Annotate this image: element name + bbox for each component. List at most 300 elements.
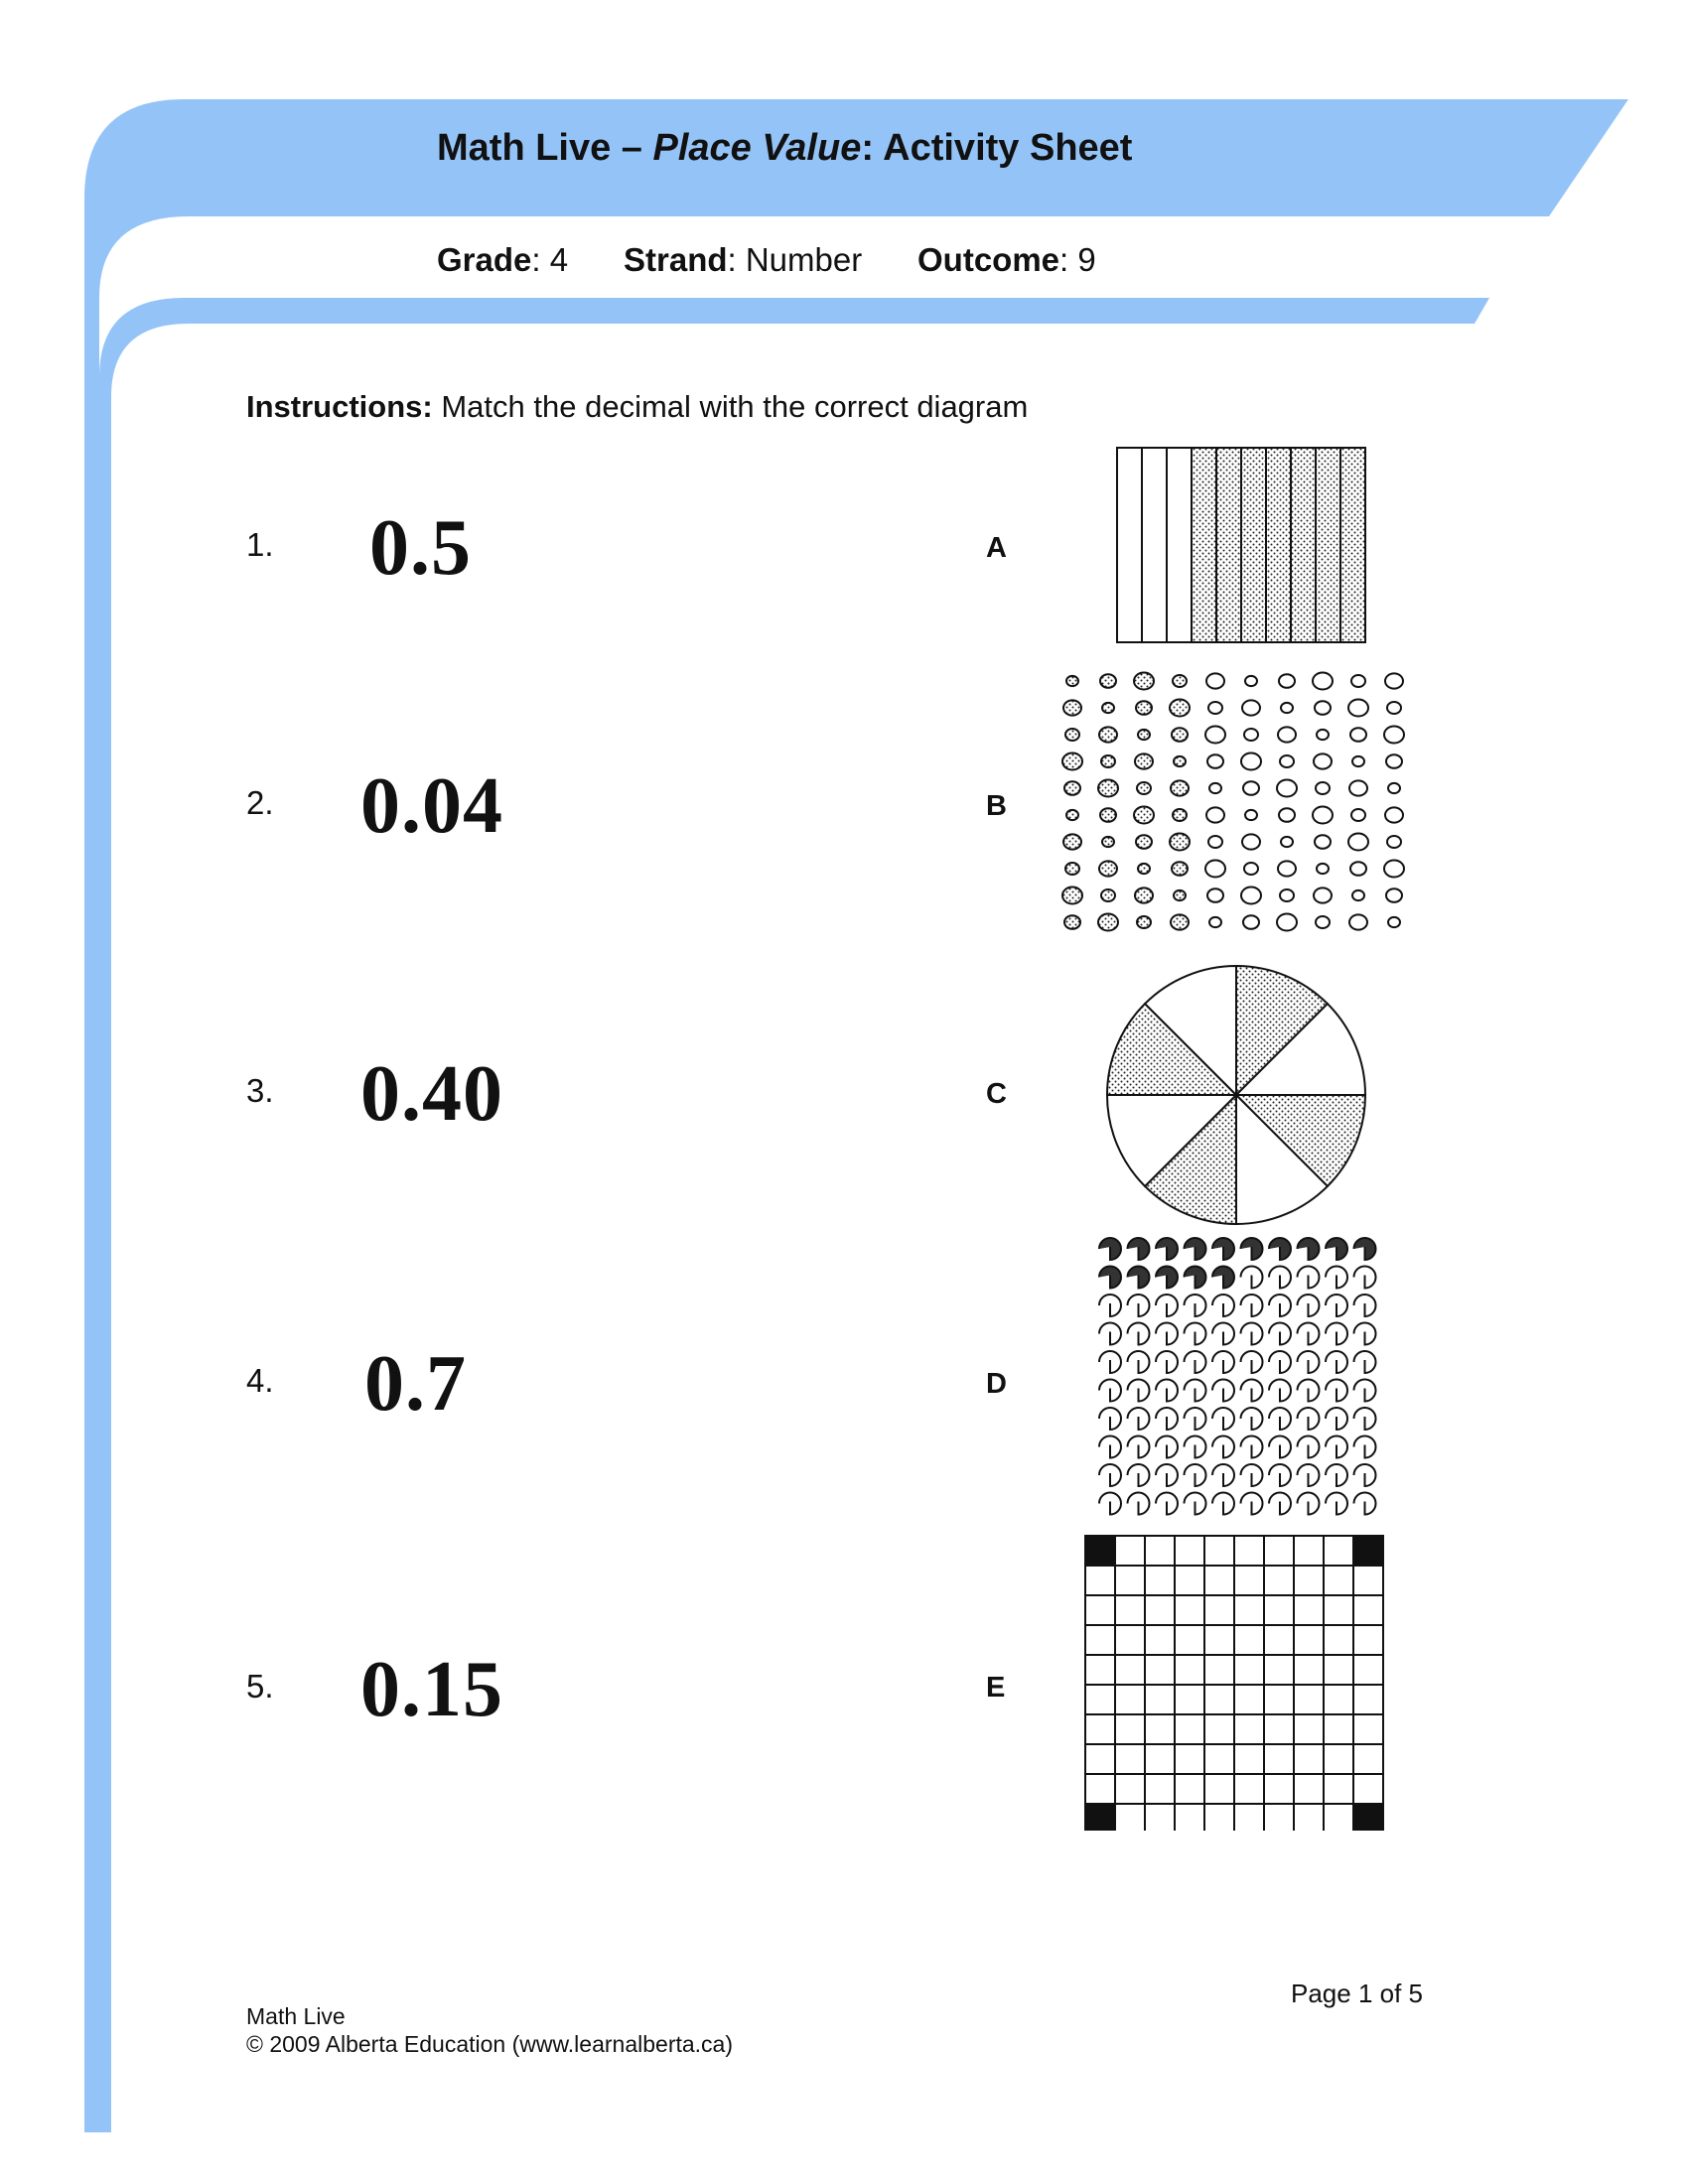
strand-label: Strand (624, 241, 728, 278)
circle-51 (1245, 676, 1257, 686)
swirl-20 (1354, 1267, 1376, 1289)
circle-64 (1280, 755, 1294, 767)
swirl-67 (1269, 1408, 1291, 1430)
grid-cell-57 (1264, 1685, 1294, 1714)
decimal-3: 0.40 (360, 1050, 503, 1138)
circle-50 (1209, 917, 1221, 927)
grid-cell-33 (1145, 1625, 1175, 1655)
swirl-24 (1185, 1295, 1206, 1316)
grid-cell-63 (1145, 1714, 1175, 1744)
strip-9-shaded (1316, 448, 1340, 642)
diagram-a (1112, 445, 1370, 645)
swirl-14-shaded (1185, 1267, 1206, 1289)
swirl-18 (1298, 1267, 1320, 1289)
grid-cell-29 (1324, 1595, 1353, 1625)
swirl-96 (1241, 1493, 1263, 1515)
circle-21-shaded (1134, 673, 1154, 690)
grid-cell-74 (1175, 1744, 1204, 1774)
grid-cell-21 (1085, 1595, 1115, 1625)
circle-31-shaded (1173, 675, 1187, 687)
circle-88 (1350, 862, 1366, 876)
circle-78 (1317, 864, 1329, 874)
grid-cell-17 (1264, 1566, 1294, 1595)
grid-cell-82 (1115, 1774, 1145, 1804)
circle-26-shaded (1134, 807, 1154, 824)
strip-6-shaded (1241, 448, 1266, 642)
swirl-72 (1128, 1436, 1150, 1458)
grid-cell-56 (1234, 1685, 1264, 1714)
grid-cell-28 (1294, 1595, 1324, 1625)
swirl-71 (1099, 1436, 1121, 1458)
circle-68 (1278, 861, 1296, 876)
circle-42 (1208, 702, 1222, 714)
swirl-59 (1326, 1380, 1347, 1402)
page-title (437, 127, 1132, 170)
circle-98 (1384, 861, 1404, 878)
circle-6-shaded (1066, 810, 1078, 820)
grid-cell-90 (1353, 1774, 1383, 1804)
circle-17-shaded (1102, 837, 1114, 847)
swirl-65 (1212, 1408, 1234, 1430)
circle-97 (1387, 836, 1401, 848)
swirl-3-shaded (1156, 1238, 1178, 1260)
swirl-90 (1354, 1464, 1376, 1486)
circle-60 (1243, 915, 1259, 929)
swirl-66 (1241, 1408, 1263, 1430)
grid-cell-75 (1204, 1744, 1234, 1774)
swirl-10-shaded (1354, 1238, 1376, 1260)
circle-63 (1278, 727, 1296, 742)
grade-label: Grade (437, 241, 532, 278)
grid-cell-9 (1324, 1536, 1353, 1566)
swirl-44 (1185, 1351, 1206, 1373)
grid-cell-66 (1234, 1714, 1264, 1744)
swirl-79 (1326, 1436, 1347, 1458)
circle-30-shaded (1137, 916, 1151, 928)
grid-cell-60 (1353, 1685, 1383, 1714)
swirl-40 (1354, 1323, 1376, 1345)
grid-cell-40 (1353, 1625, 1383, 1655)
outcome-label: Outcome (917, 241, 1060, 278)
grid-cell-37 (1264, 1625, 1294, 1655)
strand-info (624, 241, 862, 279)
grid-cell-31 (1085, 1625, 1115, 1655)
footer-line-2: © 2009 Alberta Education (www.learnalberta.ca) (246, 2031, 733, 2057)
diagram-b (1051, 667, 1428, 945)
grid-cell-92 (1115, 1804, 1145, 1831)
circle-10-shaded (1064, 915, 1080, 929)
grid-cell-65 (1204, 1714, 1234, 1744)
grid-cell-32 (1115, 1625, 1145, 1655)
swirl-98 (1298, 1493, 1320, 1515)
circle-65 (1277, 780, 1297, 797)
circle-13-shaded (1099, 727, 1117, 742)
grid-cell-8 (1294, 1536, 1324, 1566)
grid-cell-89 (1324, 1774, 1353, 1804)
grid-cell-38 (1294, 1625, 1324, 1655)
grid-cell-58 (1294, 1685, 1324, 1714)
circle-34-shaded (1174, 756, 1186, 766)
grid-cell-86 (1234, 1774, 1264, 1804)
swirl-84 (1185, 1464, 1206, 1486)
circle-72 (1315, 701, 1331, 715)
decimal-5: 0.15 (360, 1646, 503, 1733)
circle-16-shaded (1100, 808, 1116, 822)
grid-cell-96 (1234, 1804, 1264, 1831)
grid-cell-4 (1175, 1536, 1204, 1566)
circle-83 (1350, 728, 1366, 742)
circle-67 (1281, 837, 1293, 847)
circle-71 (1313, 673, 1333, 690)
swirl-45 (1212, 1351, 1234, 1373)
swirl-93 (1156, 1493, 1178, 1515)
swirl-38 (1298, 1323, 1320, 1345)
swirl-91 (1099, 1493, 1121, 1515)
circle-77 (1315, 835, 1331, 849)
circle-85 (1349, 780, 1367, 795)
circle-99 (1386, 888, 1402, 902)
circle-90 (1349, 914, 1367, 929)
grid-cell-61 (1085, 1714, 1115, 1744)
question-number-1: 1. (246, 526, 274, 563)
swirl-73 (1156, 1436, 1178, 1458)
swirl-43 (1156, 1351, 1178, 1373)
swirl-21 (1099, 1295, 1121, 1316)
swirl-69 (1326, 1408, 1347, 1430)
circle-52 (1242, 700, 1260, 715)
swirl-51 (1099, 1380, 1121, 1402)
circle-33-shaded (1172, 728, 1188, 742)
grid-cell-49 (1324, 1655, 1353, 1685)
circle-43 (1205, 727, 1225, 744)
swirl-41 (1099, 1351, 1121, 1373)
circle-56 (1245, 810, 1257, 820)
grid-cell-16 (1234, 1566, 1264, 1595)
strand-value: : Number (727, 241, 863, 278)
title-suffix: : Activity Sheet (861, 127, 1133, 169)
decimal-4: 0.7 (364, 1340, 467, 1428)
swirl-87 (1269, 1464, 1291, 1486)
swirl-83 (1156, 1464, 1178, 1486)
swirl-8-shaded (1298, 1238, 1320, 1260)
swirl-35 (1212, 1323, 1234, 1345)
grid-cell-88 (1294, 1774, 1324, 1804)
circle-61 (1279, 674, 1295, 688)
swirl-25 (1212, 1295, 1234, 1316)
swirl-16 (1241, 1267, 1263, 1289)
swirl-49 (1326, 1351, 1347, 1373)
diagram-letter-a: A (986, 532, 1007, 564)
circle-1-shaded (1066, 676, 1078, 686)
swirl-30 (1354, 1295, 1376, 1316)
outcome-value: : 9 (1059, 241, 1096, 278)
swirl-33 (1156, 1323, 1178, 1345)
grid-cell-83 (1145, 1774, 1175, 1804)
grid-cell-85 (1204, 1774, 1234, 1804)
swirl-1-shaded (1099, 1238, 1121, 1260)
swirl-46 (1241, 1351, 1263, 1373)
circle-49 (1207, 888, 1223, 902)
circle-69 (1280, 889, 1294, 901)
strip-10-shaded (1340, 448, 1365, 642)
grid-cell-22 (1115, 1595, 1145, 1625)
grid-cell-77 (1264, 1744, 1294, 1774)
grid-cell-24 (1175, 1595, 1204, 1625)
swirl-36 (1241, 1323, 1263, 1345)
swirl-64 (1185, 1408, 1206, 1430)
swirl-70 (1354, 1408, 1376, 1430)
circle-38-shaded (1172, 862, 1188, 876)
swirl-7-shaded (1269, 1238, 1291, 1260)
swirl-29 (1326, 1295, 1347, 1316)
swirl-89 (1326, 1464, 1347, 1486)
grid-cell-54 (1175, 1685, 1204, 1714)
grid-cell-26 (1234, 1595, 1264, 1625)
question-number-4: 4. (246, 1362, 274, 1399)
page-number: Page 1 of 5 (1291, 1979, 1423, 2008)
swirl-82 (1128, 1464, 1150, 1486)
grid-cell-51 (1085, 1685, 1115, 1714)
circle-94 (1386, 754, 1402, 768)
instructions-label: Instructions: (246, 389, 433, 424)
swirl-81 (1099, 1464, 1121, 1486)
grid-cell-3 (1145, 1536, 1175, 1566)
circle-39-shaded (1174, 890, 1186, 900)
swirl-62 (1128, 1408, 1150, 1430)
swirl-31 (1099, 1323, 1121, 1345)
circle-87 (1348, 834, 1368, 851)
swirl-28 (1298, 1295, 1320, 1316)
diagram-letter-c: C (986, 1078, 1007, 1110)
swirl-86 (1241, 1464, 1263, 1486)
title-italic: Place Value (652, 127, 862, 169)
swirl-17 (1269, 1267, 1291, 1289)
grid-cell-62 (1115, 1714, 1145, 1744)
grid-cell-45 (1204, 1655, 1234, 1685)
diagram-letter-b: B (986, 790, 1007, 822)
grid-cell-84 (1175, 1774, 1204, 1804)
circle-20-shaded (1098, 914, 1118, 931)
circle-62 (1281, 703, 1293, 713)
circle-35-shaded (1171, 780, 1189, 795)
circle-25-shaded (1137, 782, 1151, 794)
circle-58 (1244, 863, 1258, 875)
grid-cell-70 (1353, 1714, 1383, 1744)
grid-cell-68 (1294, 1714, 1324, 1744)
outcome-info (917, 241, 1096, 279)
circle-32-shaded (1170, 700, 1190, 717)
grid-cell-71 (1085, 1744, 1115, 1774)
circle-79 (1314, 887, 1332, 902)
circle-91 (1385, 673, 1403, 688)
grid-cell-43 (1145, 1655, 1175, 1685)
grid-cell-87 (1264, 1774, 1294, 1804)
question-number-2: 2. (246, 784, 274, 821)
swirl-58 (1298, 1380, 1320, 1402)
grade-value: : 4 (531, 241, 569, 278)
swirl-74 (1185, 1436, 1206, 1458)
grid-cell-6 (1234, 1536, 1264, 1566)
swirl-50 (1354, 1351, 1376, 1373)
grid-cell-100-shaded (1353, 1804, 1383, 1831)
grid-cell-46 (1234, 1655, 1264, 1685)
grid-cell-15 (1204, 1566, 1234, 1595)
swirl-32 (1128, 1323, 1150, 1345)
footer-line-1: Math Live (246, 2003, 346, 2029)
circle-76 (1313, 807, 1333, 824)
swirl-12-shaded (1128, 1267, 1150, 1289)
circle-27-shaded (1136, 835, 1152, 849)
grid-cell-91-shaded (1085, 1804, 1115, 1831)
circle-15-shaded (1098, 780, 1118, 797)
grid-cell-80 (1353, 1744, 1383, 1774)
circle-81 (1351, 675, 1365, 687)
title-prefix: Math Live – (437, 127, 653, 169)
grid-cell-81 (1085, 1774, 1115, 1804)
grid-cell-50 (1353, 1655, 1383, 1685)
circle-93 (1384, 727, 1404, 744)
swirl-5-shaded (1212, 1238, 1234, 1260)
swirl-22 (1128, 1295, 1150, 1316)
swirl-39 (1326, 1323, 1347, 1345)
circle-9-shaded (1062, 887, 1082, 904)
grid-cell-41 (1085, 1655, 1115, 1685)
swirl-95 (1212, 1493, 1234, 1515)
grid-cell-95 (1204, 1804, 1234, 1831)
instructions (246, 389, 1028, 425)
circle-12-shaded (1102, 703, 1114, 713)
grid-cell-18 (1294, 1566, 1324, 1595)
swirl-78 (1298, 1436, 1320, 1458)
circle-57 (1242, 834, 1260, 849)
circle-4-shaded (1062, 753, 1082, 770)
circle-23-shaded (1138, 730, 1150, 740)
grid-cell-94 (1175, 1804, 1204, 1831)
circle-36-shaded (1173, 809, 1187, 821)
diagram-c (1102, 961, 1370, 1229)
circle-75 (1316, 782, 1330, 794)
swirl-56 (1241, 1380, 1263, 1402)
swirl-27 (1269, 1295, 1291, 1316)
swirl-4-shaded (1185, 1238, 1206, 1260)
circle-44 (1207, 754, 1223, 768)
circle-24-shaded (1135, 753, 1153, 768)
swirl-100 (1354, 1493, 1376, 1515)
grid-cell-78 (1294, 1744, 1324, 1774)
grid-cell-23 (1145, 1595, 1175, 1625)
swirl-13-shaded (1156, 1267, 1178, 1289)
swirl-92 (1128, 1493, 1150, 1515)
grid-cell-2 (1115, 1536, 1145, 1566)
grid-cell-10-shaded (1353, 1536, 1383, 1566)
strip-8-shaded (1291, 448, 1316, 642)
swirl-63 (1156, 1408, 1178, 1430)
swirl-88 (1298, 1464, 1320, 1486)
circle-89 (1352, 890, 1364, 900)
grid-cell-39 (1324, 1625, 1353, 1655)
swirl-68 (1298, 1408, 1320, 1430)
circle-70 (1277, 914, 1297, 931)
grade-info (437, 241, 568, 279)
grid-cell-99 (1324, 1804, 1353, 1831)
swirl-61 (1099, 1408, 1121, 1430)
circle-86 (1351, 809, 1365, 821)
swirl-60 (1354, 1380, 1376, 1402)
grid-cell-30 (1353, 1595, 1383, 1625)
grid-cell-27 (1264, 1595, 1294, 1625)
grid-cell-11 (1085, 1566, 1115, 1595)
diagram-letter-d: D (986, 1368, 1007, 1400)
circle-28-shaded (1138, 864, 1150, 874)
grid-cell-1-shaded (1085, 1536, 1115, 1566)
swirl-99 (1326, 1493, 1347, 1515)
circle-22-shaded (1136, 701, 1152, 715)
circle-66 (1279, 808, 1295, 822)
circle-92 (1387, 702, 1401, 714)
swirl-54 (1185, 1380, 1206, 1402)
circle-100 (1388, 917, 1400, 927)
swirl-15-shaded (1212, 1267, 1234, 1289)
circle-59 (1241, 887, 1261, 904)
question-number-5: 5. (246, 1668, 274, 1705)
grid-cell-64 (1175, 1714, 1204, 1744)
grid-cell-7 (1264, 1536, 1294, 1566)
swirl-94 (1185, 1493, 1206, 1515)
strip-1 (1117, 448, 1142, 642)
grid-cell-44 (1175, 1655, 1204, 1685)
circle-73 (1317, 730, 1329, 740)
grid-cell-76 (1234, 1744, 1264, 1774)
circle-46 (1206, 807, 1224, 822)
swirl-34 (1185, 1323, 1206, 1345)
diagram-d (1094, 1235, 1382, 1523)
circle-5-shaded (1064, 781, 1080, 795)
circle-7-shaded (1063, 834, 1081, 849)
swirl-2-shaded (1128, 1238, 1150, 1260)
grid-cell-48 (1294, 1655, 1324, 1685)
grid-cell-55 (1204, 1685, 1234, 1714)
strip-7-shaded (1266, 448, 1291, 642)
question-number-3: 3. (246, 1072, 274, 1109)
swirl-19 (1326, 1267, 1347, 1289)
swirl-85 (1212, 1464, 1234, 1486)
circle-82 (1348, 700, 1368, 717)
grid-cell-12 (1115, 1566, 1145, 1595)
circle-40-shaded (1171, 914, 1189, 929)
strip-5-shaded (1216, 448, 1241, 642)
grid-cell-59 (1324, 1685, 1353, 1714)
grid-cell-73 (1145, 1744, 1175, 1774)
swirl-6-shaded (1241, 1238, 1263, 1260)
swirl-75 (1212, 1436, 1234, 1458)
swirl-42 (1128, 1351, 1150, 1373)
swirl-53 (1156, 1380, 1178, 1402)
swirl-80 (1354, 1436, 1376, 1458)
swirl-9-shaded (1326, 1238, 1347, 1260)
grid-cell-34 (1175, 1625, 1204, 1655)
circle-2-shaded (1063, 700, 1081, 715)
grid-cell-19 (1324, 1566, 1353, 1595)
circle-48 (1205, 861, 1225, 878)
swirl-55 (1212, 1380, 1234, 1402)
circle-8-shaded (1065, 863, 1079, 875)
circle-3-shaded (1065, 729, 1079, 741)
decimal-1: 0.5 (369, 504, 472, 592)
strip-2 (1142, 448, 1167, 642)
swirl-47 (1269, 1351, 1291, 1373)
grid-cell-25 (1204, 1595, 1234, 1625)
circle-19-shaded (1101, 889, 1115, 901)
